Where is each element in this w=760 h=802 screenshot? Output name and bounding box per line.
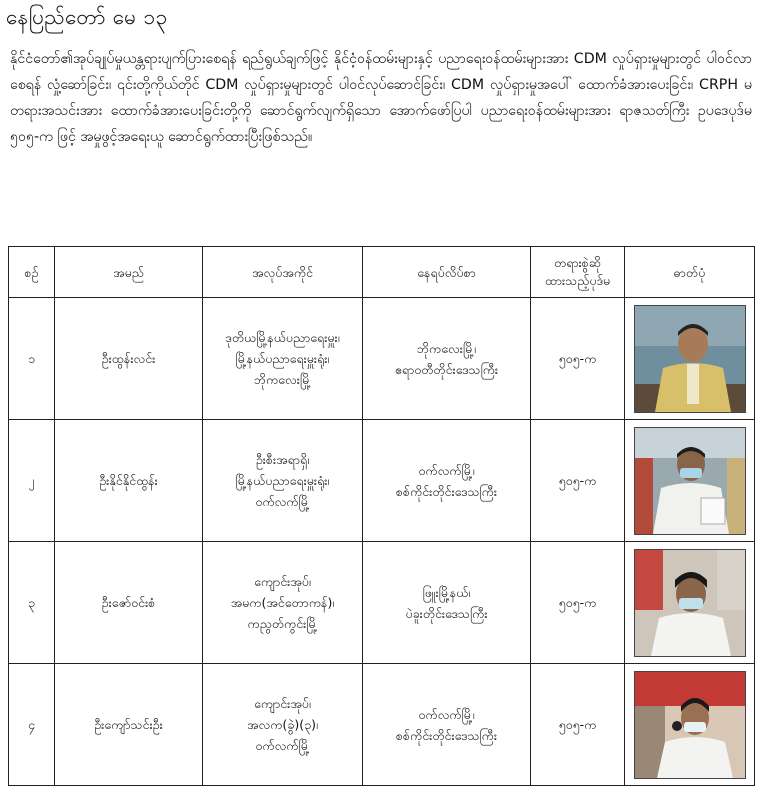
cell-section: ၅၀၅-က xyxy=(531,420,625,542)
cell-name: ဦးထွန်းလင်း xyxy=(55,298,203,420)
person-photo xyxy=(634,427,746,535)
cell-photo xyxy=(625,542,755,664)
cell-address: ဝက်လက်မြို့၊ စစ်ကိုင်းတိုင်းဒေသကြီး xyxy=(363,664,531,786)
person-photo xyxy=(634,305,746,413)
intro-paragraph: နိုင်ငံတော်၏အုပ်ချုပ်မှုယန္တရားပျက်ပြားစေရန် ရည်ရွယ်ချက်ဖြင့် နိုင်ငံ့ဝန်ထမ်းများနှင့် ပညာရေးဝန်ထမ်းများအား CDM လှုပ်ရှားမှုများတွင် ပါဝင်လာစေရန် လှုံ့ဆော်ခြင်း၊ ၎င်းတို့ကိုယ်တိုင် CDM လှုပ်ရှားမှုများတွင် ပါဝင်လုပ်ဆောင်ခြင်း၊ CDM လှုပ်ရှားမှုအပေါ် ထောက်ခံအားပေးခြင်း၊ CRPH မတရားအသင်းအား ထောက်ခံအားပေးခြင်းတို့ကို ဆောင်ရွက်လျက်ရှိသော အောက်ဖော်ပြပါ ပညာရေးဝန်ထမ်းများအား ရာဇသတ်ကြီး ဥပဒေပုဒ်မ ၅၀၅-က ဖြင့် အမှုဖွင့်အရေးယူ ဆောင်ရွက်ထားပြီးဖြစ်သည်။ xyxy=(10,51,752,145)
table-row xyxy=(9,298,755,420)
cell-job: ဦးစီးအရာရှိ၊ မြို့နယ်ပညာရေးမှူးရုံး၊ ဝက်လက်မြို့ xyxy=(203,420,363,542)
header-address: နေရပ်လိပ်စာ xyxy=(363,247,531,298)
cell-no: ၁ xyxy=(9,298,55,420)
table-header-row xyxy=(9,247,755,298)
header-job: အလုပ်အကိုင် xyxy=(203,247,363,298)
cell-job: ဒုတိယမြို့နယ်ပညာရေးမှူး၊ မြို့နယ်ပညာရေးမှူးရုံး၊ ဘိုကလေးမြို့ xyxy=(203,298,363,420)
cell-name: ဦးဇော်ဝင်းစံ xyxy=(55,542,203,664)
header-name: အမည် xyxy=(55,247,203,298)
cell-no: ၂ xyxy=(9,420,55,542)
cell-no: ၄ xyxy=(9,664,55,786)
header-section: တရားစွဲဆို ထားသည့်ပုဒ်မ xyxy=(531,247,625,298)
cell-address: ဖြူးမြို့နယ်၊ ပဲခူးတိုင်းဒေသကြီး xyxy=(363,542,531,664)
header-no: စဉ် xyxy=(9,247,55,298)
cell-photo xyxy=(625,664,755,786)
cell-address: ဝက်လက်မြို့၊ စစ်ကိုင်းတိုင်းဒေသကြီး xyxy=(363,420,531,542)
table-row xyxy=(9,664,755,786)
cell-no: ၃ xyxy=(9,542,55,664)
cell-section: ၅၀၅-က xyxy=(531,542,625,664)
cell-job: ကျောင်းအုပ်၊ အမက(အင်တောကန်)၊ ကညွတ်ကွင်းမြို့ xyxy=(203,542,363,664)
table-row xyxy=(9,420,755,542)
header-photo: ဓာတ်ပုံ xyxy=(625,247,755,298)
cell-name: ဦးနိုင်နိုင်ထွန်း xyxy=(55,420,203,542)
accused-table xyxy=(8,246,755,786)
cell-section: ၅၀၅-က xyxy=(531,298,625,420)
table-row xyxy=(9,542,755,664)
person-photo xyxy=(634,671,746,779)
person-photo xyxy=(634,549,746,657)
cell-job: ကျောင်းအုပ်၊ အလက(ခွဲ)(၃)၊ ဝက်လက်မြို့ xyxy=(203,664,363,786)
cell-address: ဘိုကလေးမြို့၊ ဧရာဝတီတိုင်းဒေသကြီး xyxy=(363,298,531,420)
cell-photo xyxy=(625,420,755,542)
cell-photo xyxy=(625,298,755,420)
cell-section: ၅၀၅-က xyxy=(531,664,625,786)
page-heading: နေပြည်တော် မေ ၁၃ xyxy=(6,5,168,29)
cell-name: ဦးကျော်သင်းဦး xyxy=(55,664,203,786)
